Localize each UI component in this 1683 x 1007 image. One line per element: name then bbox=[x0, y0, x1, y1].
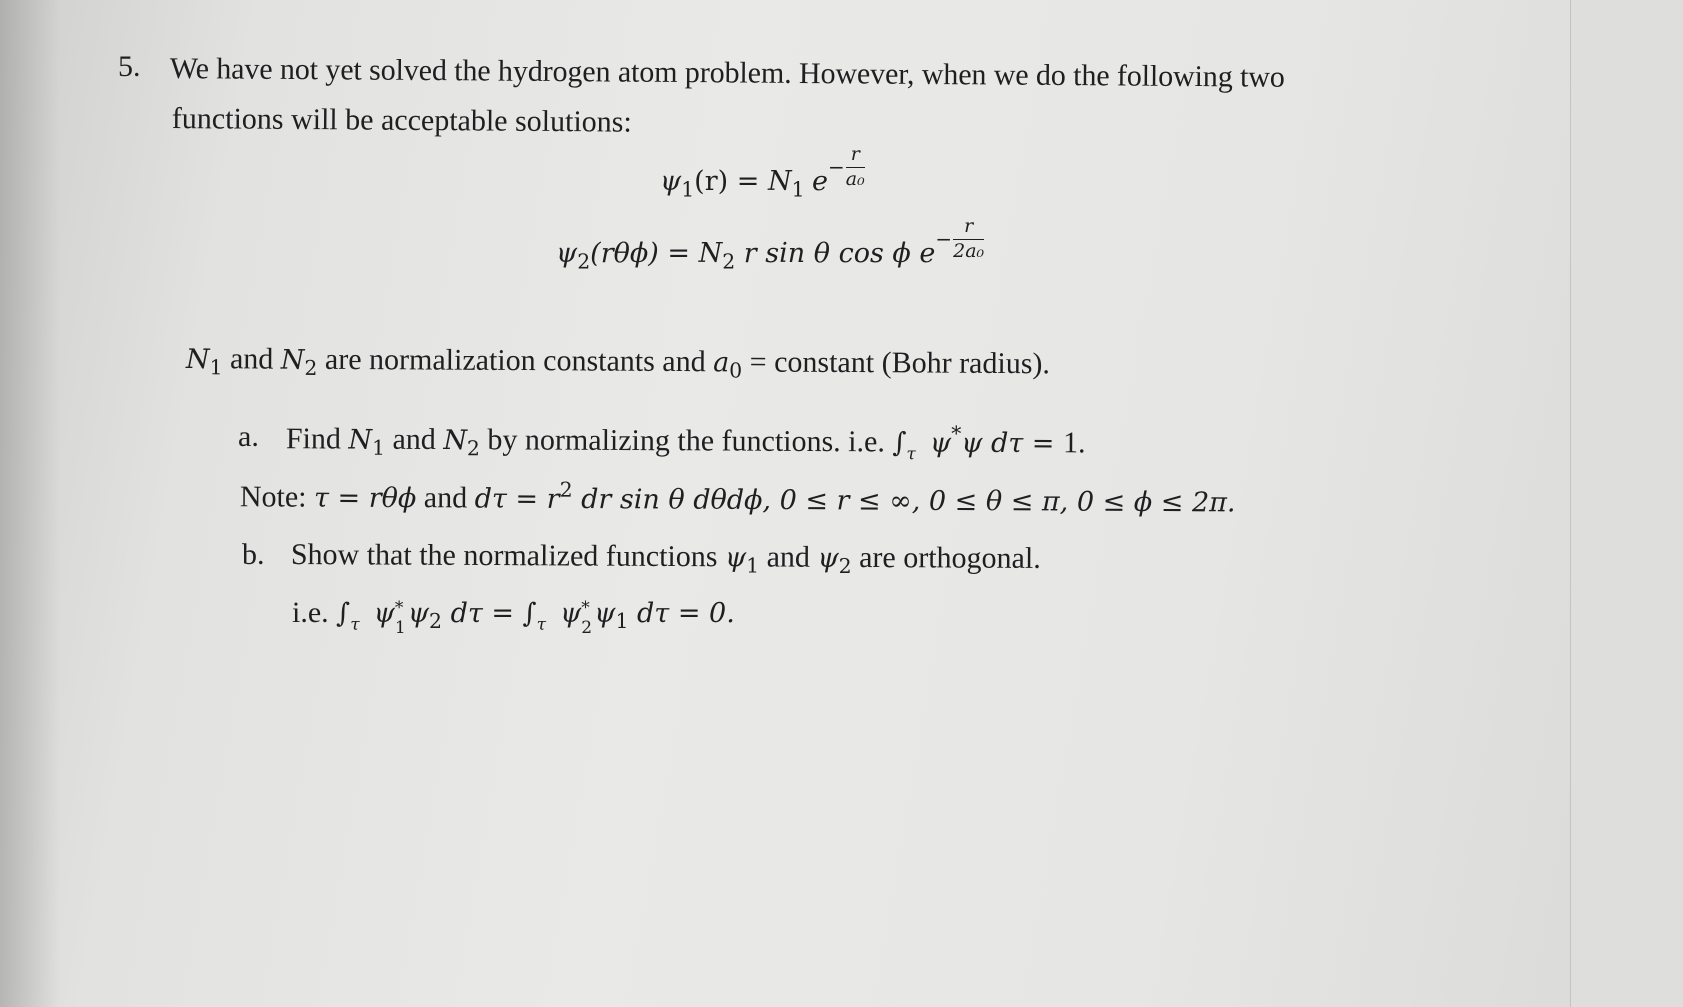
page-edge bbox=[1570, 0, 1571, 1007]
photo-shadow bbox=[0, 0, 60, 1007]
part-b-orthogonality: i.e. $\int_\tau$ ψ * 1 $\psi_2$ $d\tau = \int_\tau$ ψ * 2 $\psi_1$ dτ = 0. bbox=[292, 596, 735, 638]
part-b-label: b. bbox=[242, 538, 265, 571]
problem-number: 5. bbox=[118, 50, 141, 83]
part-a-note: Note: τ = rθϕ and $d\tau = r^2$ dr sin θ dθdϕ, 0 ≤ r ≤ ∞, 0 ≤ θ ≤ π, 0 ≤ ϕ ≤ 2π. bbox=[239, 477, 1236, 519]
part-b-line-1: Show that the normalized functions $\psi_1$ and $\psi_2$ are orthogonal. bbox=[290, 538, 1041, 579]
equation-psi2: $\psi_2(r\theta\phi) = N_2$ r sin θ cos ϕ e− $\frac{r}{\text{2a₀}}$ bbox=[556, 215, 985, 274]
equation-psi1: $\psi_1(r) = N_1$ e− $\frac{r}{\text{a₀}}$ bbox=[660, 143, 865, 202]
constants-line: $N_1$ and $N_2$ are normalization constants and $a_0$ = constant (Bohr radius). bbox=[185, 342, 1051, 383]
page-margin bbox=[1571, 0, 1683, 1007]
problem-line-1: We have not yet solved the hydrogen atom problem. However, when we do the following two bbox=[169, 52, 1285, 94]
part-a-line-1: Find $N_1$ and $N_2$ by normalizing the functions. i.e. $\int_\tau$ ψ*ψ dτ = 1. bbox=[285, 421, 1086, 465]
problem-line-2: functions will be acceptable solutions: bbox=[171, 102, 632, 139]
part-a-label: a. bbox=[238, 420, 259, 453]
